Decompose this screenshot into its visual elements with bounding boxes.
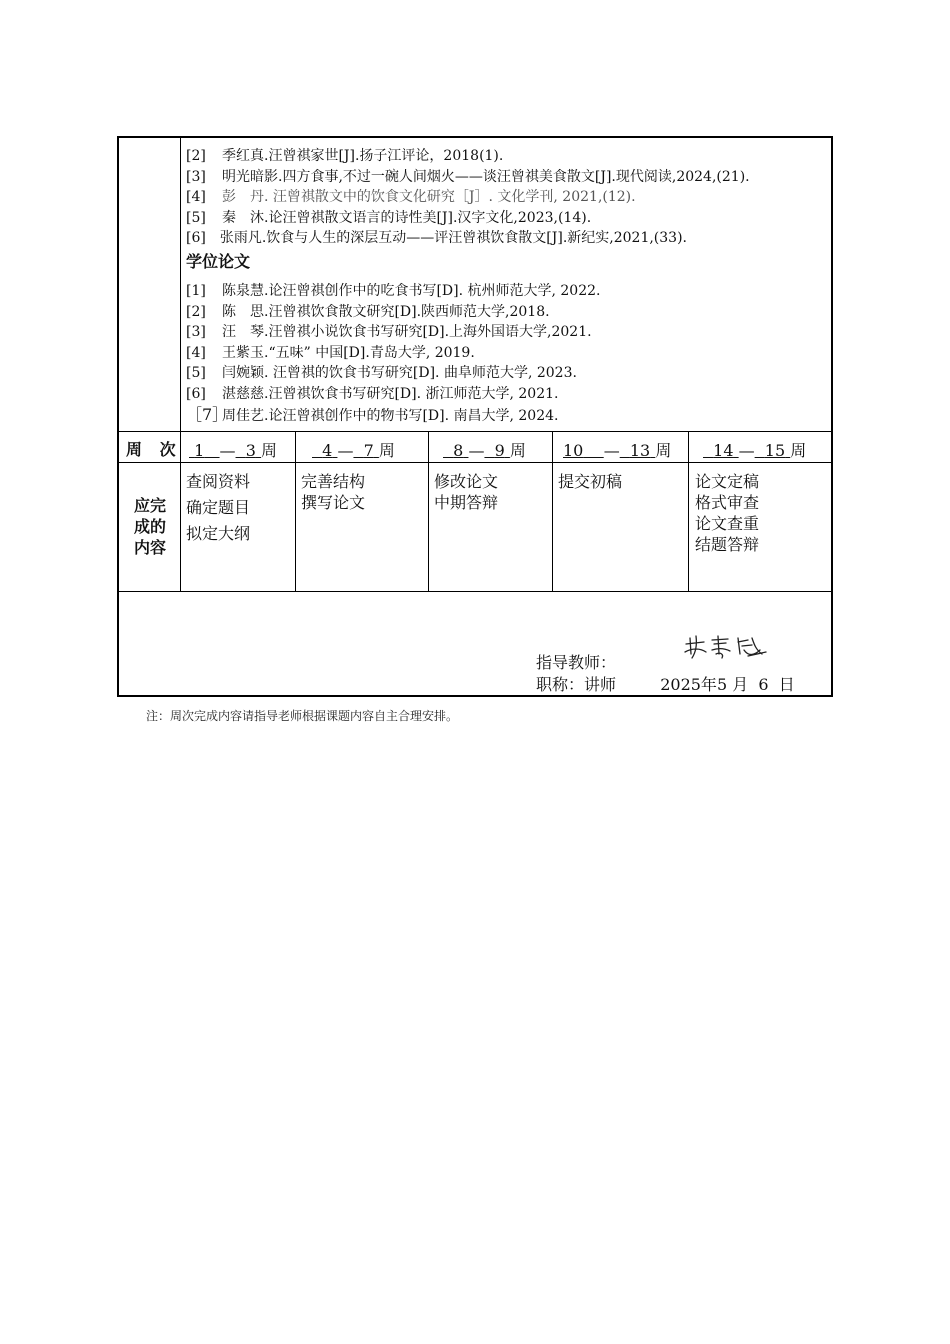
content-label: 应完成的内容: [133, 496, 166, 557]
plan-table: [117, 136, 833, 697]
reference-item: [6] 张雨凡.饮食与人生的深层互动——评汪曾祺饮食散文[J].新纪实,2021,(33).: [186, 230, 687, 247]
reference-item: [2] 季红真.汪曾祺家世[J].扬子江评论，2018(1).: [186, 148, 504, 164]
title-and-date-line: 职称：讲师 2025年5 月 6 日: [536, 675, 795, 694]
reference-item: [5] 秦 沐.论汪曾祺散文语言的诗性美[J].汉字文化,2023,(14).: [186, 209, 592, 226]
footnote: 注：周次完成内容请指导老师根据课题内容自主合理安排。: [146, 709, 459, 723]
week-range-1: 1 — 3 周: [194, 441, 278, 460]
thesis-section-heading: 学位论文: [186, 251, 251, 271]
refs-bottom-line: [119, 431, 831, 432]
week-range-2: 4 — 7 周: [322, 441, 395, 460]
col-divider-1: [295, 431, 296, 591]
week-row-bottom-line: [119, 462, 831, 463]
advisor-signature: [682, 630, 772, 666]
tasks-col-1: 查阅资料 确定题目 拟定大纲: [186, 472, 251, 543]
col-divider-4: [688, 431, 689, 591]
left-column-divider: [180, 138, 181, 591]
tasks-col-2: 完善结构 撰写论文: [301, 472, 366, 512]
thesis-item: ［7］周佳艺.论汪曾祺创作中的物书写[D]. 南昌大学, 2024.: [186, 404, 559, 424]
reference-item: [3] 明光暗影.四方食事,不过一碗人间烟火——谈汪曾祺美食散文[J].现代阅读,2024,(21).: [186, 168, 750, 185]
col-divider-3: [552, 431, 553, 591]
week-range-5: 14 — 15 周: [713, 441, 807, 460]
advisor-label: 指导教师：: [536, 653, 617, 672]
week-label: 周 次: [126, 440, 182, 459]
thesis-item: [2] 陈 思.汪曾祺饮食散文研究[D].陕西师范大学,2018.: [186, 303, 550, 320]
thesis-item: [4] 王紫玉.“五味” 中国[D].青岛大学, 2019.: [186, 344, 475, 361]
thesis-item: [6] 湛慈慈.汪曾祺饮食书写研究[D]. 浙江师范大学, 2021.: [186, 385, 559, 402]
tasks-col-4: 提交初稿: [558, 472, 623, 491]
content-row-bottom-line: [119, 591, 831, 592]
tasks-col-3: 修改论文 中期答辩: [434, 472, 499, 512]
reference-item: [4] 彭 丹. 汪曾祺散文中的饮食文化研究［J］. 文化学刊, 2021,(12).: [186, 189, 636, 206]
col-divider-2: [428, 431, 429, 591]
thesis-item: [1] 陈泉慧.论汪曾祺创作中的吃食书写[D]. 杭州师范大学, 2022.: [186, 282, 601, 299]
week-range-3: 8 — 9 周: [453, 441, 526, 460]
thesis-item: [5] 闫婉颖. 汪曾祺的饮食书写研究[D]. 曲阜师范大学, 2023.: [186, 365, 577, 382]
reference-list: [186, 146, 750, 426]
week-range-4: 10 — 13 周: [563, 441, 672, 460]
tasks-col-5: 论文定稿 格式审查 论文查重 结题答辩: [695, 472, 760, 554]
thesis-item: [3] 汪 琴.汪曾祺小说饮食书写研究[D].上海外国语大学,2021.: [186, 324, 592, 341]
